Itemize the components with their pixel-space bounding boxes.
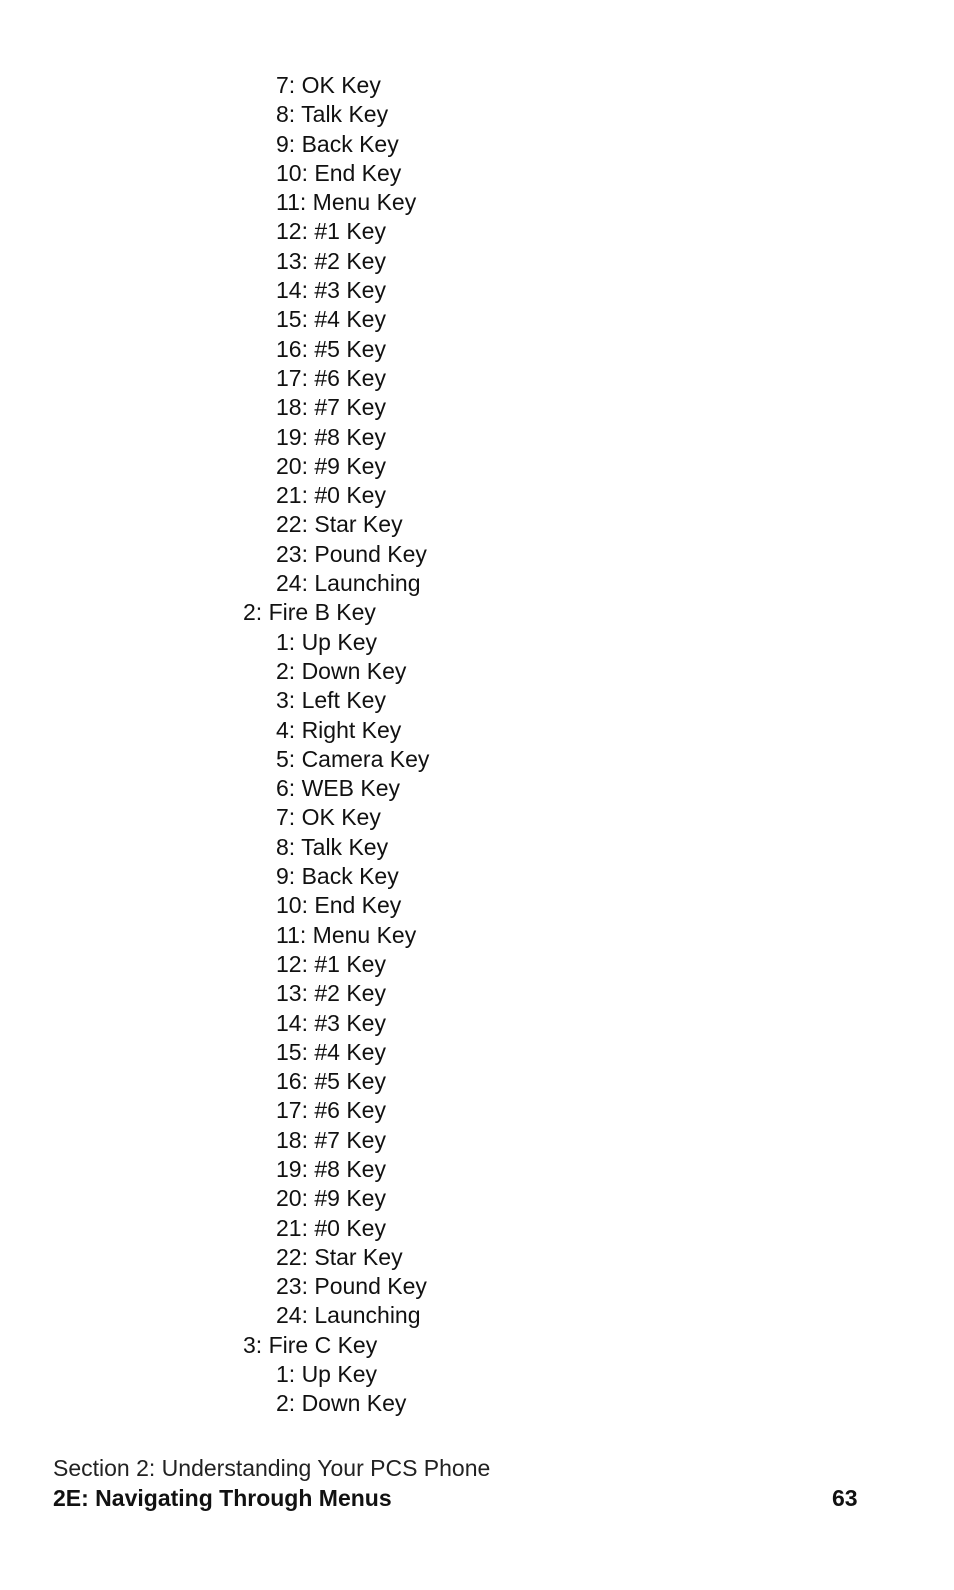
menu-subitem: 17: #6 Key: [276, 1097, 386, 1124]
menu-subitem: 11: Menu Key: [276, 921, 417, 948]
menu-subitem: 23: Pound Key: [276, 1273, 427, 1300]
menu-subitem: 19: #8 Key: [276, 423, 386, 450]
menu-subitem: 9: Back Key: [276, 130, 399, 157]
menu-subitem: 18: #7 Key: [276, 1126, 386, 1153]
menu-subitem: 13: #2 Key: [276, 247, 386, 274]
menu-subitem: 16: #5 Key: [276, 1068, 386, 1095]
menu-subitem: 16: #5 Key: [276, 335, 386, 362]
menu-subitem: 3: Left Key: [276, 687, 386, 714]
menu-heading-item: 2: Fire B Key: [243, 599, 376, 626]
menu-subitem: 22: Star Key: [276, 1243, 403, 1270]
menu-subitem: 19: #8 Key: [276, 1155, 386, 1182]
menu-subitem: 13: #2 Key: [276, 980, 386, 1007]
menu-subitem: 7: OK Key: [276, 72, 381, 98]
menu-subitem: 2: Down Key: [276, 657, 407, 684]
menu-subitem: 14: #3 Key: [276, 277, 386, 304]
menu-subitem: 7: OK Key: [276, 804, 381, 831]
menu-subitem: 12: #1 Key: [276, 218, 386, 245]
menu-subitem: 10: End Key: [276, 892, 402, 919]
menu-subitem: 5: Camera Key: [276, 745, 430, 772]
footer-chapter-title: 2E: Navigating Through Menus: [53, 1485, 392, 1511]
menu-heading-item: 3: Fire C Key: [243, 1331, 378, 1358]
menu-subitem: 18: #7 Key: [276, 394, 386, 421]
menu-subitem: 21: #0 Key: [276, 482, 386, 509]
menu-outline-list: [0, 71, 429, 1419]
menu-subitem: 1: Up Key: [276, 1361, 377, 1388]
menu-subitem: 4: Right Key: [276, 716, 402, 743]
menu-subitem: 20: #9 Key: [276, 452, 386, 479]
page-number: 63: [832, 1485, 858, 1511]
menu-subitem: 15: #4 Key: [276, 1038, 386, 1065]
menu-subitem: 14: #3 Key: [276, 1009, 386, 1036]
menu-subitem: 22: Star Key: [276, 511, 403, 538]
menu-subitem: 17: #6 Key: [276, 364, 386, 391]
menu-subitem: 8: Talk Key: [276, 833, 389, 860]
menu-subitem: 15: #4 Key: [276, 306, 386, 333]
menu-subitem: 11: Menu Key: [276, 189, 417, 216]
menu-subitem: 6: WEB Key: [276, 775, 400, 802]
menu-subitem: 12: #1 Key: [276, 950, 386, 977]
menu-subitem: 9: Back Key: [276, 863, 399, 890]
menu-subitem: 2: Down Key: [276, 1390, 407, 1417]
menu-subitem: 1: Up Key: [276, 628, 377, 655]
menu-subitem: 21: #0 Key: [276, 1214, 386, 1241]
menu-subitem: 20: #9 Key: [276, 1185, 386, 1212]
menu-subitem: 23: Pound Key: [276, 540, 427, 567]
menu-subitem: 24: Launching: [276, 570, 421, 597]
menu-subitem: 10: End Key: [276, 159, 402, 186]
footer-section-title: Section 2: Understanding Your PCS Phone: [53, 1455, 491, 1481]
menu-subitem: 8: Talk Key: [276, 101, 389, 128]
menu-subitem: 24: Launching: [276, 1302, 421, 1329]
